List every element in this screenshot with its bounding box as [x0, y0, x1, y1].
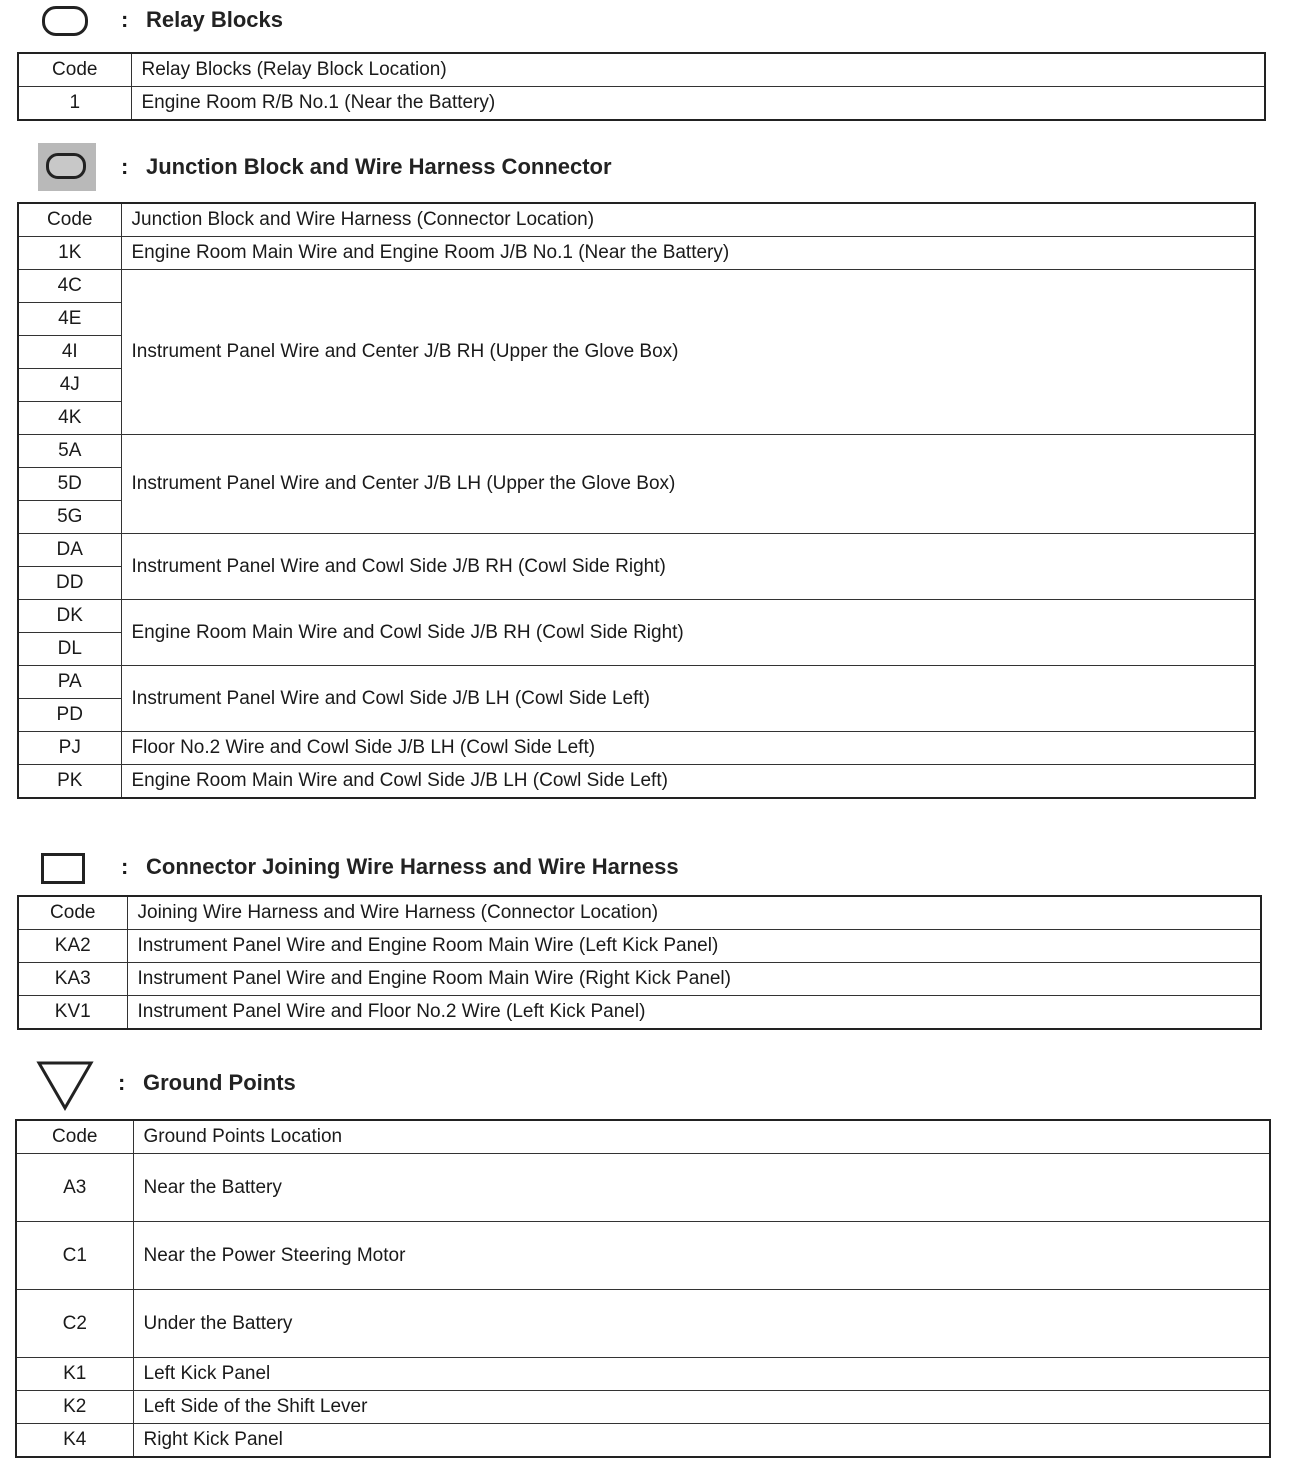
code-cell: DK — [18, 600, 121, 633]
location-cell: Instrument Panel Wire and Cowl Side J/B RH (Cowl Side Right) — [121, 534, 1255, 600]
code-header: Code — [18, 53, 131, 87]
table-row — [18, 765, 1255, 799]
code-cell: DD — [18, 567, 121, 600]
table-row — [18, 963, 1261, 996]
location-header: Relay Blocks (Relay Block Location) — [131, 53, 1265, 87]
location-header: Joining Wire Harness and Wire Harness (Connector Location) — [127, 896, 1261, 930]
section-colon: : — [121, 154, 129, 179]
location-cell: Engine Room R/B No.1 (Near the Battery) — [131, 87, 1265, 121]
table-row — [16, 1424, 1270, 1458]
table-row — [16, 1222, 1270, 1290]
connector-table — [17, 895, 1262, 1030]
shaded-rounded-rectangle-icon — [38, 143, 96, 191]
location-cell: Floor No.2 Wire and Cowl Side J/B LH (Cowl Side Left) — [121, 732, 1255, 765]
table-row — [18, 270, 1255, 303]
code-cell: K1 — [16, 1358, 133, 1391]
code-cell: A3 — [16, 1154, 133, 1222]
code-cell: KA3 — [18, 963, 127, 996]
code-cell: PJ — [18, 732, 121, 765]
table-header-row — [18, 896, 1261, 930]
location-cell: Instrument Panel Wire and Engine Room Main Wire (Right Kick Panel) — [127, 963, 1261, 996]
code-cell: 1 — [18, 87, 131, 121]
code-cell: C2 — [16, 1290, 133, 1358]
location-cell: Instrument Panel Wire and Center J/B RH (Upper the Glove Box) — [121, 270, 1255, 435]
triangle-down-icon — [36, 1060, 94, 1112]
location-cell: Instrument Panel Wire and Cowl Side J/B LH (Cowl Side Left) — [121, 666, 1255, 732]
code-header: Code — [16, 1120, 133, 1154]
rounded-rectangle-icon — [42, 6, 88, 36]
junction-block-table — [17, 202, 1256, 799]
location-cell: Left Kick Panel — [133, 1358, 1270, 1391]
table-header-row — [18, 203, 1255, 237]
table-row — [18, 237, 1255, 270]
location-header: Junction Block and Wire Harness (Connector Location) — [121, 203, 1255, 237]
table-row — [18, 435, 1255, 468]
code-cell: 4J — [18, 369, 121, 402]
section-colon: : — [121, 854, 129, 879]
code-cell: K4 — [16, 1424, 133, 1458]
relay-blocks-table — [17, 52, 1266, 121]
code-cell: 4K — [18, 402, 121, 435]
section-colon: : — [121, 7, 129, 32]
table-row — [18, 600, 1255, 633]
location-cell: Left Side of the Shift Lever — [133, 1391, 1270, 1424]
code-cell: 4E — [18, 303, 121, 336]
code-cell: KA2 — [18, 930, 127, 963]
code-cell: KV1 — [18, 996, 127, 1030]
code-cell: DA — [18, 534, 121, 567]
table-row — [18, 87, 1265, 121]
table-row — [16, 1391, 1270, 1424]
location-cell: Instrument Panel Wire and Engine Room Main Wire (Left Kick Panel) — [127, 930, 1261, 963]
table-row — [16, 1358, 1270, 1391]
code-cell: 5D — [18, 468, 121, 501]
code-cell: C1 — [16, 1222, 133, 1290]
relay-blocks-title: Relay Blocks — [146, 7, 283, 32]
location-cell: Engine Room Main Wire and Cowl Side J/B LH (Cowl Side Left) — [121, 765, 1255, 799]
code-cell: PD — [18, 699, 121, 732]
code-cell: 4I — [18, 336, 121, 369]
code-cell: 1K — [18, 237, 121, 270]
location-cell: Engine Room Main Wire and Engine Room J/B No.1 (Near the Battery) — [121, 237, 1255, 270]
connector-title: Connector Joining Wire Harness and Wire Harness — [146, 854, 679, 879]
code-cell: 5A — [18, 435, 121, 468]
table-row — [16, 1290, 1270, 1358]
location-cell: Instrument Panel Wire and Center J/B LH (Upper the Glove Box) — [121, 435, 1255, 534]
code-header: Code — [18, 896, 127, 930]
location-cell: Engine Room Main Wire and Cowl Side J/B RH (Cowl Side Right) — [121, 600, 1255, 666]
code-cell: PK — [18, 765, 121, 799]
code-cell: 4C — [18, 270, 121, 303]
table-row — [18, 996, 1261, 1030]
code-header: Code — [18, 203, 121, 237]
location-cell: Instrument Panel Wire and Floor No.2 Wire (Left Kick Panel) — [127, 996, 1261, 1030]
table-row — [18, 732, 1255, 765]
section-colon: : — [118, 1070, 126, 1095]
rectangle-icon — [41, 853, 85, 884]
code-cell: 5G — [18, 501, 121, 534]
table-row — [18, 930, 1261, 963]
table-row — [18, 666, 1255, 699]
location-cell: Right Kick Panel — [133, 1424, 1270, 1458]
code-cell: DL — [18, 633, 121, 666]
ground-points-title: Ground Points — [143, 1070, 296, 1095]
table-row — [16, 1154, 1270, 1222]
location-cell: Near the Power Steering Motor — [133, 1222, 1270, 1290]
location-cell: Under the Battery — [133, 1290, 1270, 1358]
table-header-row — [18, 53, 1265, 87]
table-header-row — [16, 1120, 1270, 1154]
code-cell: PA — [18, 666, 121, 699]
ground-points-table — [15, 1119, 1271, 1458]
location-cell: Near the Battery — [133, 1154, 1270, 1222]
code-cell: K2 — [16, 1391, 133, 1424]
location-header: Ground Points Location — [133, 1120, 1270, 1154]
table-row — [18, 534, 1255, 567]
junction-block-title: Junction Block and Wire Harness Connector — [146, 154, 612, 179]
